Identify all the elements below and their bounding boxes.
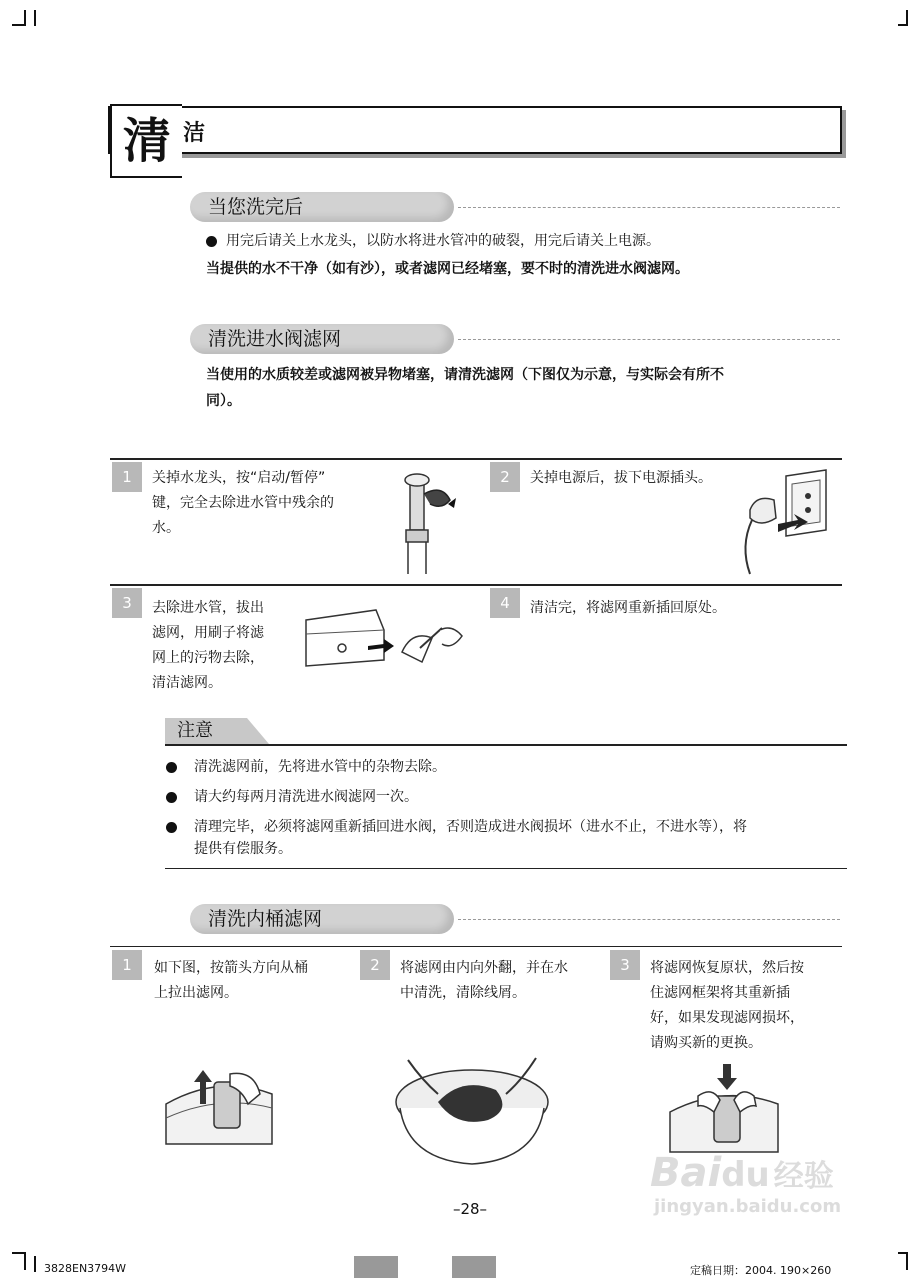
- crop-mark-tr: [906, 10, 908, 26]
- reinsert-filter-illustration: [668, 1060, 780, 1156]
- crop-mark-bl: [34, 1256, 36, 1272]
- bullet: [166, 792, 177, 803]
- after-wash-line-1: 用完后请关上水龙头，以防水将进水管冲的破裂，用完后请关上电源。: [226, 233, 660, 249]
- crop-mark-tl: [34, 10, 36, 26]
- step-number: 3: [112, 588, 142, 618]
- section-heading-after-wash: 当您洗完后: [190, 192, 454, 222]
- faucet-illustration: [390, 470, 462, 574]
- title-frame: [108, 106, 842, 154]
- section-divider: [458, 339, 840, 340]
- section-heading-valve-filter: 清洗进水阀滤网: [190, 324, 454, 354]
- drum-steps-top-border: [110, 946, 842, 947]
- footer-date: 定稿日期：2004. 190×260: [690, 1264, 832, 1277]
- caution-bottom-line: [165, 868, 847, 869]
- registration-mark: [354, 1256, 398, 1278]
- section-heading-drum-filter: 清洗内桶滤网: [190, 904, 454, 934]
- valve-filter-line-2: 同）。: [206, 393, 241, 409]
- step-number: 4: [490, 588, 520, 618]
- valve-filter-line-1: 当使用的水质较差或滤网被异物堵塞，请清洗滤网（下图仅为示意，与实际会有所不: [206, 367, 724, 383]
- step-number: 2: [490, 462, 520, 492]
- bullet: [166, 822, 177, 833]
- step-text: 关掉电源后，拔下电源插头。: [530, 470, 712, 486]
- page-title-big: 清: [110, 104, 182, 178]
- after-wash-line-2: 当提供的水不干净（如有沙），或者滤网已经堵塞，要不时的清洗进水阀滤网。: [206, 261, 689, 277]
- steps-middle-border: [110, 584, 842, 586]
- caution-tab-corner: [247, 718, 269, 744]
- step-number: 1: [112, 462, 142, 492]
- caution-item: 清洗滤网前，先将进水管中的杂物去除。: [194, 759, 446, 775]
- watermark: Baidu 经验 jingyan.baidu.com: [650, 1150, 842, 1217]
- crop-mark-bl: [24, 1252, 26, 1270]
- caution-top-line: [165, 744, 847, 746]
- power-plug-illustration: [736, 466, 832, 576]
- footer-code: 3828EN3794W: [44, 1262, 127, 1275]
- section-divider: [458, 207, 840, 208]
- crop-mark-br: [906, 1252, 908, 1270]
- crop-mark-tl: [24, 10, 26, 26]
- page-title-small: 洁: [183, 121, 206, 146]
- step-text: 将滤网由内向外翻，并在水 中清洗，清除线屑。: [400, 960, 568, 1001]
- step-text: 将滤网恢复原状，然后按 住滤网框架将其重新插 好，如果发现滤网损坏， 请购买新的更换。: [650, 960, 804, 1051]
- registration-mark: [452, 1256, 496, 1278]
- step-number: 1: [112, 950, 142, 980]
- step-text: 如下图，按箭头方向从桶 上拉出滤网。: [154, 960, 308, 1001]
- step-text: 关掉水龙头，按“启动/暂停” 键，完全去除进水管中残余的 水。: [152, 470, 334, 536]
- step-number: 2: [360, 950, 390, 980]
- steps-top-border: [110, 458, 842, 460]
- filter-brush-illustration: [302, 600, 472, 680]
- washing-basin-illustration: [392, 1050, 552, 1168]
- step-text: 清洁完，将滤网重新插回原处。: [530, 600, 726, 616]
- bullet: [206, 236, 217, 247]
- bullet: [166, 762, 177, 773]
- section-divider: [458, 919, 840, 920]
- caution-label: 注意: [165, 718, 247, 744]
- step-text: 去除进水管，拔出 滤网，用刷子将滤 网上的污物去除， 清洁滤网。: [152, 600, 264, 691]
- pull-filter-illustration: [164, 1064, 274, 1148]
- caution-item: 请大约每两月清洗进水阀滤网一次。: [194, 789, 418, 805]
- step-number: 3: [610, 950, 640, 980]
- page-number: –28–: [452, 1200, 488, 1218]
- caution-item-cont: 提供有偿服务。: [194, 841, 292, 857]
- caution-item: 清理完毕，必须将滤网重新插回进水阀，否则造成进水阀损坏（进水不止，不进水等），将: [194, 819, 747, 835]
